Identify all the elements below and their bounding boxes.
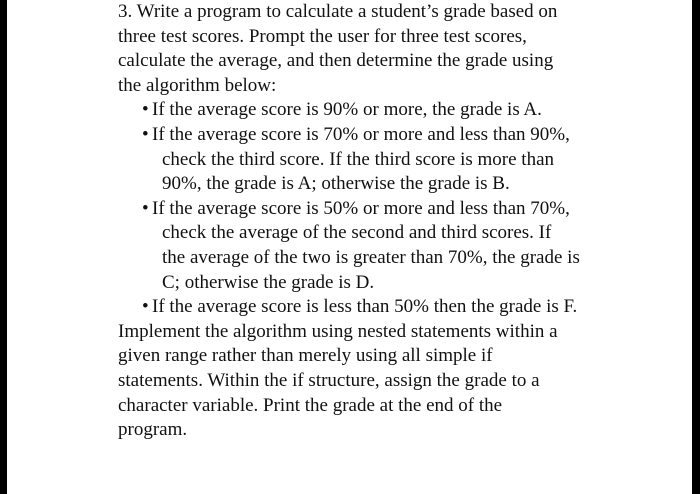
bullet-continuation: 90%, the grade is A; otherwise the grade is B. [162, 173, 510, 195]
bullet-text: If the average score is 70% or more and less than 90%, [152, 123, 570, 145]
intro-line: 3. Write a program to calculate a student’s grade based on [118, 1, 558, 22]
intro-line: calculate the average, and then determine the grade using [118, 50, 554, 72]
bullet-item-50-to-70 [118, 197, 658, 295]
closing-line: character variable. Print the grade at the end of the [118, 394, 503, 416]
bullet-icon: • [142, 99, 149, 121]
bullet-continuation: C; otherwise the grade is D. [162, 271, 375, 293]
bullet-continuation: check the third score. If the third score is more than [162, 148, 554, 170]
bullet-icon: • [142, 123, 149, 145]
bullet-text: If the average score is less than 50% then the grade is F. [152, 296, 578, 318]
bullet-text: If the average score is 50% or more and less than 70%, [152, 197, 570, 219]
closing-line: Implement the algorithm using nested statements within a [118, 320, 558, 342]
intro-line: the algorithm below: [118, 74, 277, 96]
bullet-text: If the average score is 90% or more, the grade is A. [152, 99, 542, 121]
bullet-item-70-to-90 [118, 123, 658, 197]
closing-line: given range rather than merely using all simple if [118, 345, 493, 367]
document-page [7, 0, 692, 494]
bullet-icon: • [142, 296, 149, 318]
closing-line: statements. Within the if structure, assign the grade to a [118, 369, 540, 391]
closing-line: program. [118, 419, 188, 441]
bullet-continuation: check the average of the second and third scores. If [162, 222, 552, 244]
bullet-item-grade-a [118, 98, 658, 123]
bullet-item-below-50 [118, 295, 658, 320]
problem-text [118, 0, 658, 443]
bullet-continuation: the average of the two is greater than 70%, the grade is [162, 246, 580, 268]
bullet-icon: • [142, 197, 149, 219]
intro-line: three test scores. Prompt the user for three test scores, [118, 25, 527, 47]
